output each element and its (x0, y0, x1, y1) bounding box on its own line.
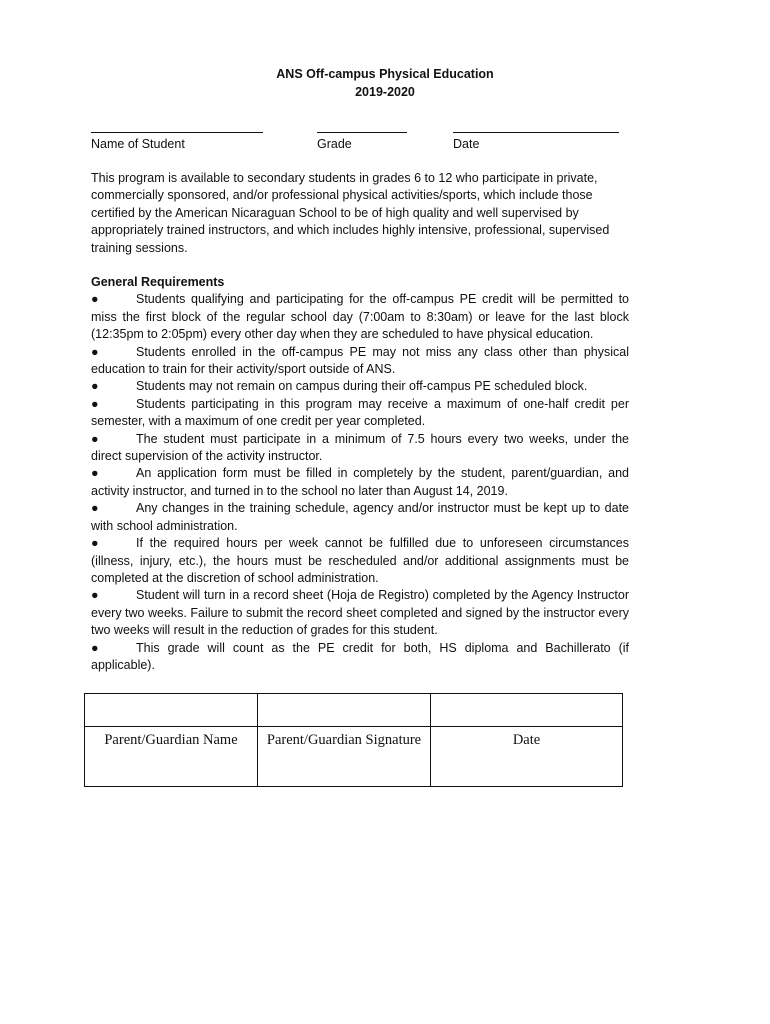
requirement-item (91, 396, 629, 431)
document-year: 2019-2020 (355, 85, 415, 99)
bullet-icon: ● (91, 379, 99, 394)
requirement-item (91, 431, 629, 466)
date-label: Date (453, 137, 480, 151)
requirement-text: This grade will count as the PE credit for both, HS diploma and Bachillerato (if applicable). (91, 640, 629, 672)
document-title: ANS Off-campus Physical Education (276, 67, 494, 81)
parent-name-cell[interactable] (85, 694, 258, 727)
intro-paragraph: This program is available to secondary students in grades 6 to 12 who participate in private, commercially sponsored, and/or professional physical activities/sports, which include those certified by the American Nicaraguan School to be of high quality and well supervised by appropriately trained instructors, and which includes highly intensive, professional, supervised training sessions. (91, 171, 610, 255)
requirement-text: Students qualifying and participating for the off-campus PE credit will be permitted to miss the first block of the regular school day (7:00am to 8:30am) or leave for the last block (12:35pm to 2:05pm) every other day when they are scheduled to have physical education. (91, 292, 629, 342)
bullet-icon: ● (91, 292, 99, 307)
requirement-text: If the required hours per week cannot be fulfilled due to unforeseen circumstances (illness, injury, etc.), the hours must be rescheduled and/or additional assignments must be completed at the discretion of school administration. (91, 536, 629, 585)
signature-date-label: Date (431, 727, 623, 787)
requirement-item (91, 291, 629, 343)
requirement-item (91, 640, 629, 675)
requirement-text: An application form must be filled in completely by the student, parent/guardian, and activity instructor, and turned in to the school no later than August 14, 2019. (91, 466, 629, 498)
requirement-text: Any changes in the training schedule, agency and/or instructor must be kept up to date with school administration. (91, 501, 629, 533)
student-name-label: Name of Student (91, 137, 185, 151)
requirements-heading: General Requirements (91, 275, 225, 289)
bullet-icon: ● (91, 344, 99, 359)
signature-label-row (85, 727, 623, 787)
requirement-item (91, 500, 629, 535)
requirement-item (91, 344, 629, 379)
requirement-text: Students may not remain on campus during their off-campus PE scheduled block. (136, 379, 588, 394)
grade-field[interactable] (317, 119, 407, 151)
bullet-icon: ● (91, 466, 99, 481)
date-blank[interactable] (453, 119, 619, 133)
requirement-text: Students participating in this program may receive a maximum of one-half credit per semester, with a maximum of one credit per year completed. (91, 396, 629, 429)
requirement-item (91, 535, 629, 587)
bullet-icon: ● (91, 640, 99, 655)
parent-name-label: Parent/Guardian Name (85, 727, 258, 787)
requirement-item (91, 378, 629, 395)
requirement-text: The student must participate in a minimum of 7.5 hours every two weeks, under the direct supervision of the activity instructor. (91, 431, 629, 464)
requirement-item (91, 465, 629, 500)
bullet-icon: ● (91, 536, 99, 551)
requirement-text: Student will turn in a record sheet (Hoja de Registro) completed by the Agency Instructor every two weeks. Failure to submit the record sheet completed and signed by the instructor every two weeks will result in the reduction of grades for this student. (91, 588, 629, 638)
grade-label: Grade (317, 137, 352, 151)
parent-signature-label: Parent/Guardian Signature (258, 727, 431, 787)
signature-date-cell[interactable] (431, 694, 623, 727)
bullet-icon: ● (91, 431, 99, 446)
student-name-blank[interactable] (91, 119, 263, 133)
grade-blank[interactable] (317, 119, 407, 133)
date-field[interactable] (453, 119, 619, 151)
signature-entry-row (85, 694, 623, 727)
requirement-text: Students enrolled in the off-campus PE may not miss any class other than physical education to train for their activity/sport outside of ANS. (91, 344, 629, 377)
bullet-icon: ● (91, 501, 99, 516)
requirement-item (91, 587, 629, 639)
bullet-icon: ● (91, 588, 99, 603)
general-requirements (91, 274, 629, 674)
bullet-icon: ● (91, 396, 99, 411)
signature-table (84, 693, 623, 787)
parent-signature-cell[interactable] (258, 694, 431, 727)
student-name-field[interactable] (91, 119, 263, 151)
